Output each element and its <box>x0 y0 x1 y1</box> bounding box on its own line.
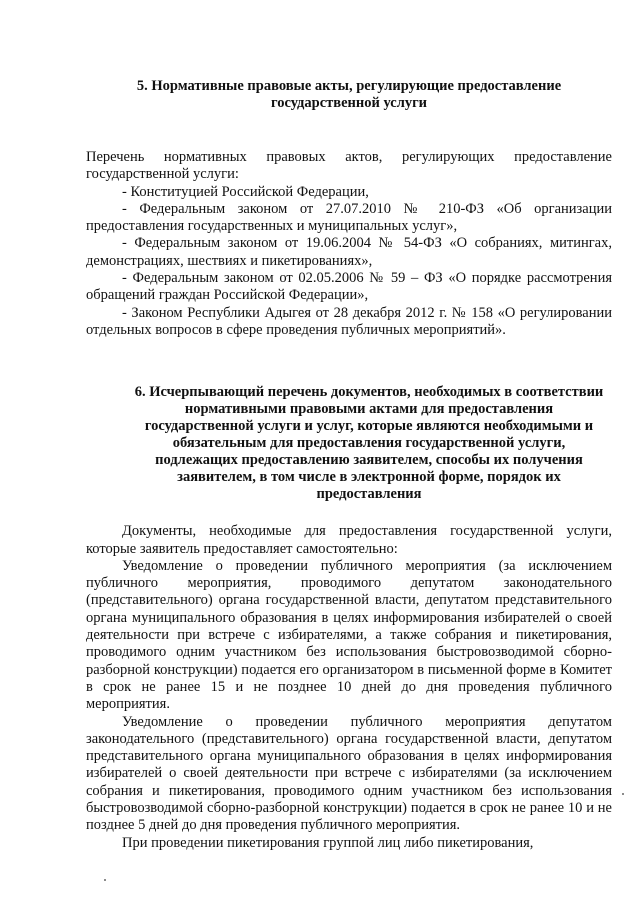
law-item: - Федеральным законом от 19.06.2004 № 54-ФЗ «О собраниях, митингах, демонстрациях, шествиях и пикетированиях», <box>86 235 612 269</box>
paragraph: При проведении пикетирования группой лиц либо пикетирования, <box>122 834 534 851</box>
section-6-heading: 6. Исчерпывающий перечень документов, необходимых в соответствии нормативными правовыми актами для предоставления государственной услуги и услуг, которые являются необходимыми и обязательным для предоставления государственной услуги, подлежащих предоставлению заявителем, способы их получения заявителем, в том числе в электронной форме, порядок их предоставления <box>134 384 604 503</box>
paragraph: Уведомление о проведении публичного мероприятия депутатом законодательного (представительного) органа государственной власти, депутатом представительного органа муниципального образования в целях информирования избирателей о своей деятельности при встрече с избирателями (за исключением собрания и пикетирования, проводимого одним участником без использования быстровозводимой сборно-разборной конструкции) подается в срок не ранее 10 и не позднее 5 дней до дня проведения публичного мероприятия. <box>86 713 612 834</box>
scan-speck <box>104 879 106 881</box>
law-item: - Федеральным законом от 27.07.2010 № 210-ФЗ «Об организации предоставления государственных и муниципальных услуг», <box>86 200 612 235</box>
law-item: - Конституцией Российской Федерации, <box>122 183 369 200</box>
section-5-intro: Перечень нормативных правовых актов, регулирующих предоставление государственной услуги: <box>86 149 612 183</box>
paragraph: Уведомление о проведении публичного мероприятия (за исключением публичного мероприятия, проводимого депутатом законодательного (представительного) органа государственной власти, депутатом представительного органа муниципального образования в целях информирования избирателей о своей деятельности при встрече с избирателями, а также собрания и пикетирования, проводимого одним участником без использования быстровозводимой сборно-разборной конструкции) подается его организатором в письменной форме в Комитет в срок не ранее 15 и не позднее 10 дней до дня проведения публичного мероприятия. <box>86 557 612 713</box>
scan-speck <box>622 793 624 795</box>
section-5-heading <box>86 78 612 112</box>
section-5-title-line2: государственной услуги <box>270 95 428 111</box>
section-5-title-line1: 5. Нормативные правовые акты, регулирующие предоставление <box>136 78 562 94</box>
law-item: - Федеральным законом от 02.05.2006 № 59 – ФЗ «О порядке рассмотрения обращений граждан Российской Федерации», <box>86 270 612 304</box>
law-item: - Законом Республики Адыгея от 28 декабря 2012 г. № 158 «О регулировании отдельных вопросов в сфере проведения публичных мероприятий». <box>86 304 612 338</box>
paragraph: Документы, необходимые для предоставления государственной услуги, которые заявитель предоставляет самостоятельно: <box>86 523 612 557</box>
